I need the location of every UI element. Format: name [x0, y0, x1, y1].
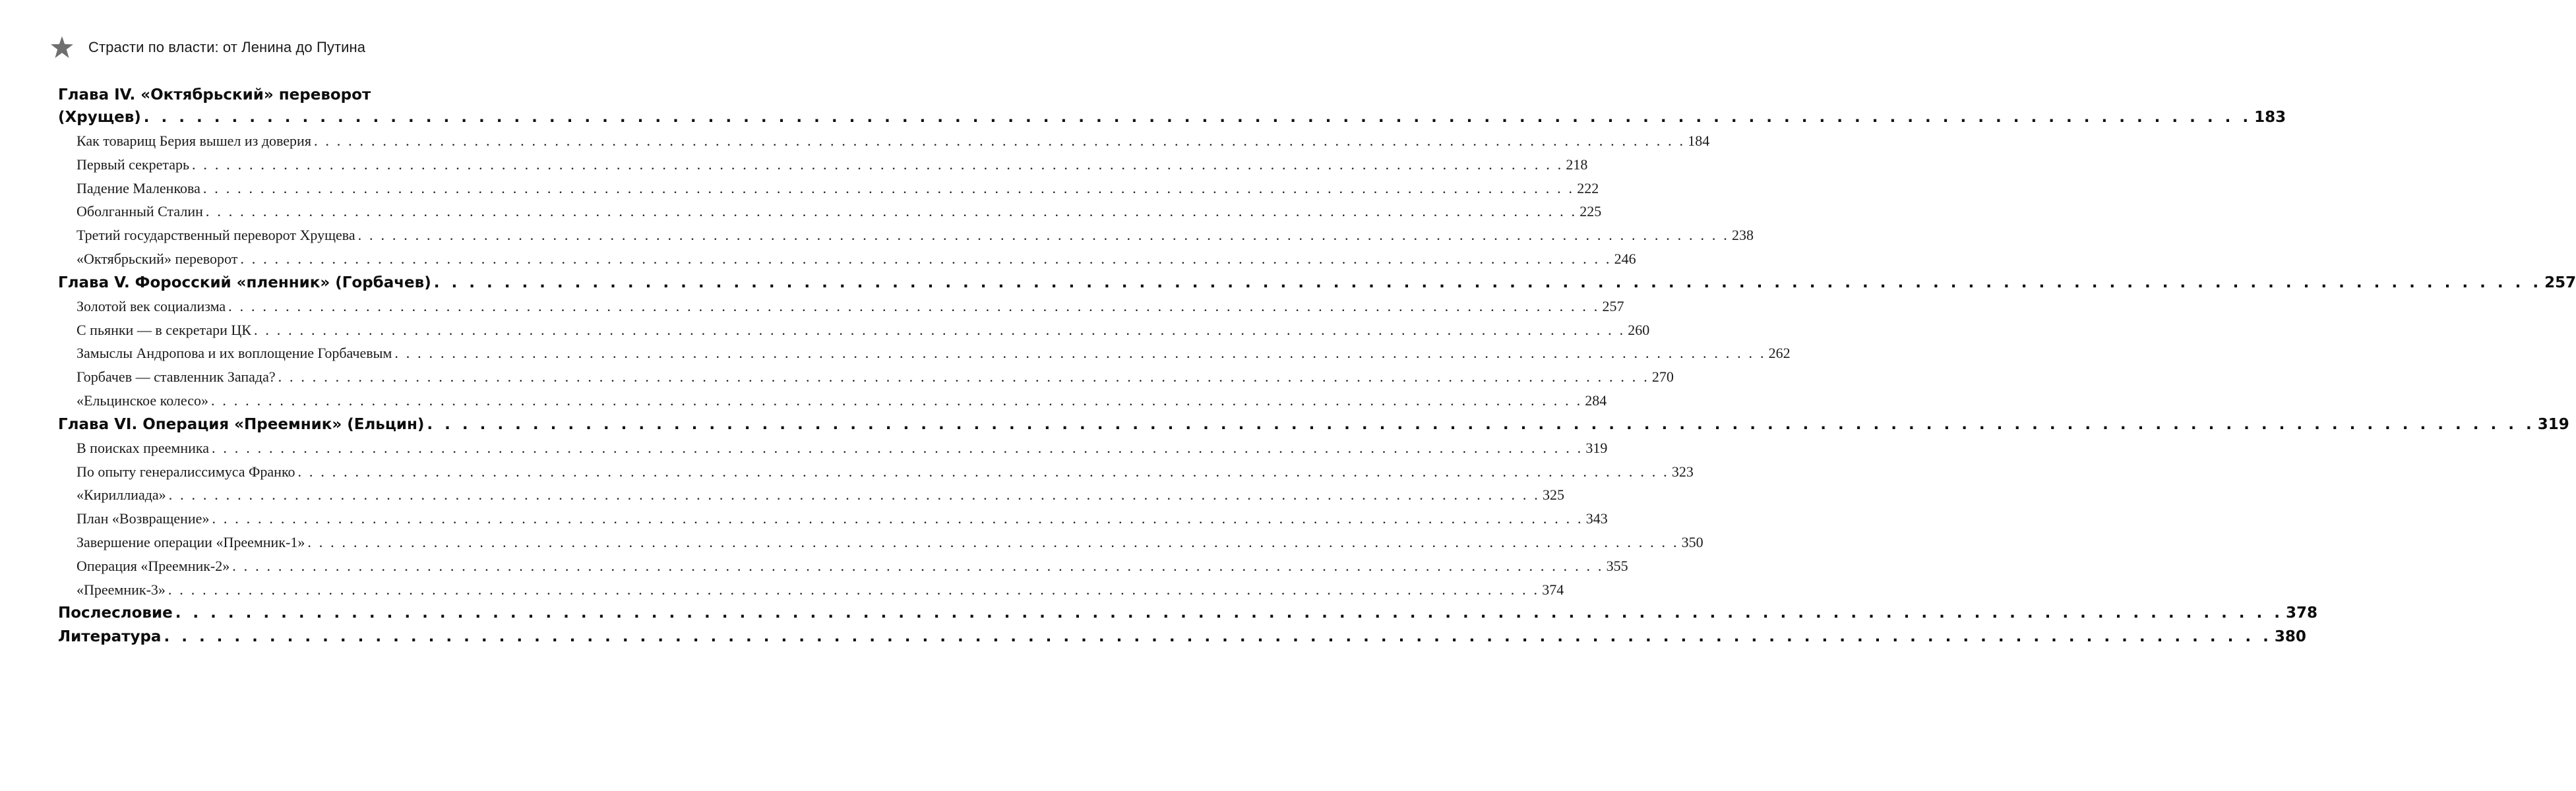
toc-leader-dots: . . . . . . . . . . . . . . . . . . . . . . . . . . . . . . . . . . . . . . . . . . . . . . . . . . . . . . . . . . . . . . . . . . . . . . . . . . . . . . . . . . . . . . . . . . . . . . . . . . . . . . . . . . . . . . . . . . . . . . . . — [168, 486, 1540, 504]
toc-entry[interactable] — [58, 365, 1674, 389]
toc-entry[interactable] — [58, 318, 1650, 342]
toc-entry-page: 222 — [1577, 179, 1599, 196]
toc-leader-dots: . . . . . . . . . . . . . . . . . . . . . . . . . . . . . . . . . . . . . . . . . . . . . . . . . . . . . . . . . . . . . . . . . . . . . . . . . . . . . . . . . . . . . . . . . . . . . . . . . . . . . . . . . . . . . . . . . . . . . . . . — [394, 345, 1766, 362]
toc-leader-dots: . . . . . . . . . . . . . . . . . . . . . . . . . . . . . . . . . . . . . . . . . . . . . . . . . . . . . . . . . . . . . . . . . . . . . . . . . . . . . . . . . . . . . . . . . . . . . . . . . . . . . . . . . . . . . . . . . . . . . . . . — [307, 533, 1679, 550]
table-of-contents — [58, 83, 2576, 649]
toc-leader-dots: . . . . . . . . . . . . . . . . . . . . . . . . . . . . . . . . . . . . . . . . . . . . . . . . . . . . . . . . . . . . . . . . . . . . . . . . . . . . . . . . . . . . . . . . . . . . . . . . . . . . . . . . . . . . . . . . . . . . . . . . — [205, 203, 1578, 220]
toc-leader-dots: . . . . . . . . . . . . . . . . . . . . . . . . . . . . . . . . . . . . . . . . . . . . . . . . . . . . . . . . . . . . . . . . . . . . . . . . . . . . . . . . . . . . . . . . . . . . . . . . . . . . . . . . . . . . . . . . . . . . . . . . — [212, 439, 1583, 456]
toc-entry-title: «Ельцинское колесо» — [77, 392, 208, 409]
toc-leader-dots: . . . . . . . . . . . . . . . . . . . . . . . . . . . . . . . . . . . . . . . . . . . . . . . . . . . . . . . . . . . . . . . . . . . . . . . . . . . . . . . . . . . . . . . . . . . . . . . . . . . . . . . . . . . . . . . . . . . . . . . . — [228, 297, 1600, 314]
toc-leader-dots: . . . . . . . . . . . . . . . . . . . . . . . . . . . . . . . . . . . . . . . . . . . . . . . . . . . . . . . . . . . . . . . . . . . . . . . . . . . . . . . . . . . . . . . . . . . . . . . . . . . . . . . . . . . . . . . . . . . . . . . . — [253, 321, 1626, 338]
toc-chapter-6-title: Глава VI. Операция «Преемник» (Ельцин) — [58, 415, 425, 433]
toc-afterword-page: 378 — [2286, 604, 2318, 622]
toc-leader-dots: . . . . . . . . . . . . . . . . . . . . . . . . . . . . . . . . . . . . . . . . . . . . . . . . . . . . . . . . . . . . . . . . . . . . . . . . . . . . . . . . . . . . . . . . . . . . . . . . . . . . . . . . . . . . . . . . . . . . . . . . — [427, 415, 2535, 433]
toc-entry[interactable] — [58, 341, 1791, 365]
toc-entry-page: 246 — [1614, 250, 1636, 267]
toc-entry-page: 260 — [1628, 321, 1650, 338]
toc-afterword[interactable] — [58, 601, 2318, 625]
toc-chapter-4-page: 183 — [2254, 109, 2286, 126]
toc-entry[interactable] — [58, 177, 1599, 200]
toc-chapter-6[interactable] — [58, 413, 2569, 436]
toc-chapter-5-page: 257 — [2544, 274, 2576, 291]
toc-entry-page: 262 — [1768, 345, 1791, 362]
toc-leader-dots: . . . . . . . . . . . . . . . . . . . . . . . . . . . . . . . . . . . . . . . . . . . . . . . . . . . . . . . . . . . . . . . . . . . . . . . . . . . . . . . . . . . . . . . . . . . . . . . . . . . . . . . . . . . . . . . . . . . . . . . . — [313, 132, 1686, 149]
toc-leader-dots: . . . . . . . . . . . . . . . . . . . . . . . . . . . . . . . . . . . . . . . . . . . . . . . . . . . . . . . . . . . . . . . . . . . . . . . . . . . . . . . . . . . . . . . . . . . . . . . . . . . . . . . . . . . . . . . . . . . . . . . . — [210, 392, 1583, 409]
toc-entry-title: Падение Маленкова — [77, 179, 200, 196]
toc-leader-dots: . . . . . . . . . . . . . . . . . . . . . . . . . . . . . . . . . . . . . . . . . . . . . . . . . . . . . . . . . . . . . . . . . . . . . . . . . . . . . . . . . . . . . . . . . . . . . . . . . . . . . . . . . . . . . . . . . . . . . . . . — [357, 227, 1729, 244]
toc-entry[interactable] — [58, 247, 1636, 271]
toc-leader-dots: . . . . . . . . . . . . . . . . . . . . . . . . . . . . . . . . . . . . . . . . . . . . . . . . . . . . . . . . . . . . . . . . . . . . . . . . . . . . . . . . . . . . . . . . . . . . . . . . . . . . . . . . . . . . . . . . . . . . . . . . — [240, 250, 1612, 267]
toc-entry[interactable] — [58, 223, 1754, 247]
toc-entry-title: «Октябрьский» переворот — [77, 250, 238, 267]
toc-leader-dots: . . . . . . . . . . . . . . . . . . . . . . . . . . . . . . . . . . . . . . . . . . . . . . . . . . . . . . . . . . . . . . . . . . . . . . . . . . . . . . . . . . . . . . . . . . . . . . . . . . . . . . . . . . . . . . . . . . . . . . . . — [212, 510, 1583, 527]
toc-entry-page: 257 — [1602, 297, 1624, 314]
toc-leader-dots: . . . . . . . . . . . . . . . . . . . . . . . . . . . . . . . . . . . . . . . . . . . . . . . . . . . . . . . . . . . . . . . . . . . . . . . . . . . . . . . . . . . . . . . . . . . . . . . . . . . . . . . . . . . . . . . . . . . . . . . . — [168, 581, 1540, 598]
toc-entry-title: «Кириллиада» — [77, 486, 166, 504]
toc-entry[interactable] — [58, 460, 1694, 484]
toc-entry-title: Завершение операции «Преемник-1» — [77, 533, 305, 550]
toc-entry-title: Оболганный Сталин — [77, 203, 203, 220]
toc-entry[interactable] — [58, 483, 1564, 507]
toc-entry-page: 184 — [1688, 132, 1710, 149]
toc-entry[interactable] — [58, 295, 1624, 318]
page-header — [50, 34, 365, 61]
toc-literature[interactable] — [58, 625, 2306, 649]
toc-literature-title: Литература — [58, 628, 162, 646]
toc-leader-dots: . . . . . . . . . . . . . . . . . . . . . . . . . . . . . . . . . . . . . . . . . . . . . . . . . . . . . . . . . . . . . . . . . . . . . . . . . . . . . . . . . . . . . . . . . . . . . . . . . . . . . . . . . . . . . . . . . . . . . . . . — [175, 604, 2284, 622]
toc-leader-dots: . . . . . . . . . . . . . . . . . . . . . . . . . . . . . . . . . . . . . . . . . . . . . . . . . . . . . . . . . . . . . . . . . . . . . . . . . . . . . . . . . . . . . . . . . . . . . . . . . . . . . . . . . . . . . . . . . . . . . . . . — [278, 368, 1649, 386]
toc-leader-dots: . . . . . . . . . . . . . . . . . . . . . . . . . . . . . . . . . . . . . . . . . . . . . . . . . . . . . . . . . . . . . . . . . . . . . . . . . . . . . . . . . . . . . . . . . . . . . . . . . . . . . . . . . . . . . . . . . . . . . . . . — [232, 557, 1604, 574]
toc-chapter-5[interactable] — [58, 271, 2576, 295]
toc-entry-title: Золотой век социализма — [77, 297, 226, 314]
toc-leader-dots: . . . . . . . . . . . . . . . . . . . . . . . . . . . . . . . . . . . . . . . . . . . . . . . . . . . . . . . . . . . . . . . . . . . . . . . . . . . . . . . . . . . . . . . . . . . . . . . . . . . . . . . . . . . . . . . . . . . . . . . . — [202, 179, 1575, 196]
toc-entry[interactable] — [58, 129, 1710, 153]
toc-entry[interactable] — [58, 554, 1628, 578]
toc-leader-dots: . . . . . . . . . . . . . . . . . . . . . . . . . . . . . . . . . . . . . . . . . . . . . . . . . . . . . . . . . . . . . . . . . . . . . . . . . . . . . . . . . . . . . . . . . . . . . . . . . . . . . . . . . . . . . . . . . . . . . . . . — [297, 463, 1669, 480]
toc-entry[interactable] — [58, 531, 1703, 554]
toc-entry-title: Как товарищ Берия вышел из доверия — [77, 132, 311, 149]
toc-leader-dots: . . . . . . . . . . . . . . . . . . . . . . . . . . . . . . . . . . . . . . . . . . . . . . . . . . . . . . . . . . . . . . . . . . . . . . . . . . . . . . . . . . . . . . . . . . . . . . . . . . . . . . . . . . . . . . . . . . . . . . . . — [164, 628, 2272, 646]
running-header-title: Страсти по власти: от Ленина до Путина — [88, 39, 366, 55]
toc-chapter-4[interactable] — [58, 105, 2286, 129]
toc-entry-title: С пьянки — в секретари ЦК — [77, 321, 251, 338]
toc-entry-title: В поисках преемника — [77, 439, 209, 456]
toc-entry-title: Замыслы Андропова и их воплощение Горбачевым — [77, 345, 392, 362]
toc-entry-page: 284 — [1585, 392, 1607, 409]
toc-entry[interactable] — [58, 436, 1608, 460]
toc-chapter-6-page: 319 — [2537, 415, 2569, 433]
toc-entry-title: Операция «Преемник-2» — [77, 557, 230, 574]
toc-chapter-4-title-line2: (Хрущев) — [58, 109, 141, 126]
toc-entry[interactable] — [58, 578, 1564, 602]
toc-entry-page: 355 — [1606, 557, 1628, 574]
toc-entry-title: «Преемник-3» — [77, 581, 166, 598]
toc-entry-title: План «Возвращение» — [77, 510, 210, 527]
toc-entry-page: 238 — [1731, 227, 1754, 244]
toc-entry[interactable] — [58, 507, 1608, 531]
toc-entry-title: Горбачев — ставленник Запада? — [77, 368, 276, 386]
toc-entry[interactable] — [58, 200, 1602, 223]
toc-entry-title: Третий государственный переворот Хрущева — [77, 227, 355, 244]
toc-entry-page: 374 — [1542, 581, 1564, 598]
toc-leader-dots: . . . . . . . . . . . . . . . . . . . . . . . . . . . . . . . . . . . . . . . . . . . . . . . . . . . . . . . . . . . . . . . . . . . . . . . . . . . . . . . . . . . . . . . . . . . . . . . . . . . . . . . . . . . . . . . . . . . . . . . . — [192, 156, 1564, 173]
toc-entry-page: 325 — [1543, 486, 1564, 504]
toc-entry[interactable] — [58, 153, 1588, 177]
toc-entry-title: По опыту генералиссимуса Франко — [77, 463, 295, 480]
toc-entry-page: 218 — [1566, 156, 1588, 173]
toc-leader-dots: . . . . . . . . . . . . . . . . . . . . . . . . . . . . . . . . . . . . . . . . . . . . . . . . . . . . . . . . . . . . . . . . . . . . . . . . . . . . . . . . . . . . . . . . . . . . . . . . . . . . . . . . . . . . . . . . . . . . . . . . — [433, 274, 2542, 291]
toc-entry[interactable] — [58, 389, 1607, 413]
toc-entry-page: 343 — [1585, 510, 1608, 527]
toc-literature-page: 380 — [2274, 628, 2306, 646]
toc-entry-title: Первый секретарь — [77, 156, 190, 173]
toc-entry-page: 319 — [1585, 439, 1608, 456]
star-icon — [50, 36, 74, 59]
toc-chapter-4-title-line1[interactable]: Глава IV. «Октябрьский» переворот — [58, 86, 371, 103]
toc-entry-page: 350 — [1681, 533, 1703, 550]
toc-chapter-5-title: Глава V. Форосский «пленник» (Горбачев) — [58, 274, 431, 291]
toc-entry-page: 225 — [1579, 203, 1602, 220]
toc-entry-page: 270 — [1651, 368, 1674, 386]
toc-entry-page: 323 — [1671, 463, 1694, 480]
toc-afterword-title: Послесловие — [58, 604, 173, 622]
toc-leader-dots: . . . . . . . . . . . . . . . . . . . . . . . . . . . . . . . . . . . . . . . . . . . . . . . . . . . . . . . . . . . . . . . . . . . . . . . . . . . . . . . . . . . . . . . . . . . . . . . . . . . . . . . . . . . . . . . . . . . . . . . . — [143, 109, 2252, 126]
